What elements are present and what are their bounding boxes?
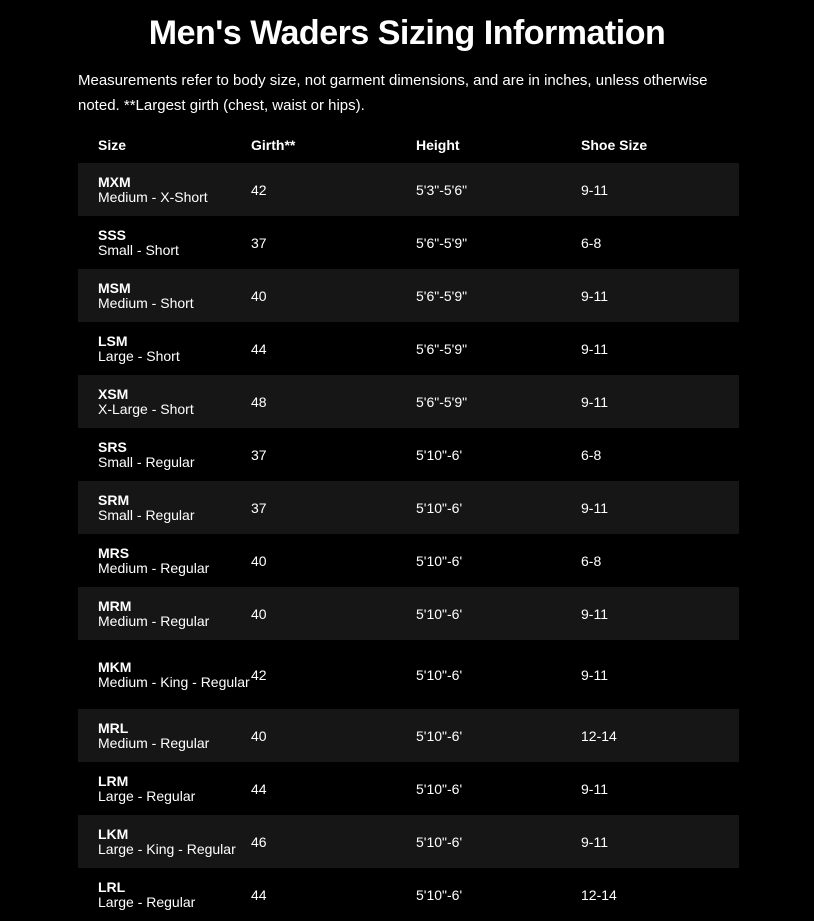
size-code: SRS (98, 438, 127, 455)
size-name: Small - Short (98, 241, 179, 258)
size-cell (78, 216, 251, 269)
height-cell: 5'10"-6' (416, 833, 463, 850)
girth-cell: 44 (251, 340, 267, 357)
column-header-girth: Girth** (251, 136, 296, 153)
table-row (78, 428, 739, 481)
girth-cell: 42 (251, 181, 267, 198)
girth-cell: 40 (251, 287, 267, 304)
size-code: MXM (98, 173, 131, 190)
size-name: Small - Regular (98, 453, 195, 470)
girth-cell: 42 (251, 666, 267, 683)
height-cell: 5'10"-6' (416, 499, 463, 516)
size-code: LRL (98, 878, 126, 895)
page-title: Men's Waders Sizing Information (148, 14, 666, 52)
height-cell: 5'6"-5'9" (416, 287, 468, 304)
size-name: X-Large - Short (98, 400, 194, 417)
table-header (78, 126, 739, 163)
column-header-shoe-size: Shoe Size (581, 136, 648, 153)
size-name: Large - Regular (98, 787, 196, 804)
size-code: MKM (98, 658, 132, 675)
height-cell: 5'10"-6' (416, 605, 463, 622)
header-row (78, 126, 739, 163)
column-header-size: Size (98, 136, 127, 153)
table-row (78, 709, 739, 762)
girth-cell: 37 (251, 499, 267, 516)
table-row (78, 815, 739, 868)
girth-cell: 37 (251, 446, 267, 463)
size-name: Large - King - Regular (98, 840, 236, 857)
size-cell (78, 375, 251, 428)
shoe-size-cell: 9-11 (581, 780, 608, 797)
height-cell: 5'6"-5'9" (416, 393, 468, 410)
column-header-height: Height (416, 136, 460, 153)
height-cell: 5'6"-5'9" (416, 340, 468, 357)
size-name: Large - Short (98, 347, 180, 364)
shoe-size-cell: 12-14 (581, 886, 617, 903)
size-cell (78, 322, 251, 375)
size-cell (78, 709, 251, 762)
shoe-size-cell: 9-11 (581, 393, 608, 410)
size-cell (78, 815, 251, 868)
size-code: SSS (98, 226, 127, 243)
table-row (78, 534, 739, 587)
height-cell: 5'10"-6' (416, 446, 463, 463)
height-cell: 5'10"-6' (416, 666, 463, 683)
girth-cell: 40 (251, 727, 267, 744)
girth-cell: 44 (251, 780, 267, 797)
shoe-size-cell: 9-11 (581, 499, 608, 516)
size-name: Medium - Regular (98, 559, 210, 576)
shoe-size-cell: 6-8 (581, 552, 602, 569)
size-name: Small - Regular (98, 506, 195, 523)
size-cell (78, 481, 251, 534)
size-cell (78, 428, 251, 481)
girth-cell: 37 (251, 234, 267, 251)
size-code: MRL (98, 719, 129, 736)
girth-cell: 48 (251, 393, 267, 410)
height-cell: 5'10"-6' (416, 886, 463, 903)
size-cell (78, 640, 251, 709)
table-row (78, 375, 739, 428)
table-row (78, 269, 739, 322)
size-code: MRM (98, 597, 132, 614)
girth-cell: 40 (251, 605, 267, 622)
size-name: Medium - King - Regular (98, 673, 250, 690)
size-name: Medium - Regular (98, 612, 210, 629)
size-cell (78, 269, 251, 322)
table-row (78, 322, 739, 375)
girth-cell: 46 (251, 833, 267, 850)
table-row (78, 587, 739, 640)
table-body (78, 163, 739, 921)
size-name: Medium - X-Short (98, 188, 208, 205)
height-cell: 5'6"-5'9" (416, 234, 468, 251)
size-name: Large - Regular (98, 893, 196, 910)
size-cell (78, 762, 251, 815)
height-cell: 5'10"-6' (416, 727, 463, 744)
size-cell (78, 868, 251, 921)
size-code: LKM (98, 825, 129, 842)
table-row (78, 868, 739, 921)
table-row (78, 640, 739, 709)
size-code: MRS (98, 544, 130, 561)
height-cell: 5'10"-6' (416, 780, 463, 797)
table-row (78, 163, 739, 216)
shoe-size-cell: 9-11 (581, 287, 608, 304)
table-row (78, 216, 739, 269)
shoe-size-cell: 6-8 (581, 446, 602, 463)
sizing-table (78, 126, 739, 921)
size-code: LSM (98, 332, 128, 349)
intro-text: Measurements refer to body size, not garment dimensions, and are in inches, unless otherwise noted. **Largest girth (chest, waist or hips). (78, 72, 708, 114)
shoe-size-cell: 12-14 (581, 727, 617, 744)
shoe-size-cell: 9-11 (581, 181, 608, 198)
shoe-size-cell: 6-8 (581, 234, 602, 251)
size-code: LRM (98, 772, 129, 789)
table-row (78, 481, 739, 534)
shoe-size-cell: 9-11 (581, 833, 608, 850)
size-cell (78, 534, 251, 587)
size-code: MSM (98, 279, 131, 296)
size-cell (78, 163, 251, 216)
height-cell: 5'10"-6' (416, 552, 463, 569)
size-code: XSM (98, 385, 129, 402)
size-code: SRM (98, 491, 130, 508)
shoe-size-cell: 9-11 (581, 605, 608, 622)
girth-cell: 44 (251, 886, 267, 903)
girth-cell: 40 (251, 552, 267, 569)
size-cell (78, 587, 251, 640)
height-cell: 5'3"-5'6" (416, 181, 468, 198)
shoe-size-cell: 9-11 (581, 340, 608, 357)
table-row (78, 762, 739, 815)
size-name: Medium - Regular (98, 734, 210, 751)
shoe-size-cell: 9-11 (581, 666, 608, 683)
size-name: Medium - Short (98, 294, 194, 311)
